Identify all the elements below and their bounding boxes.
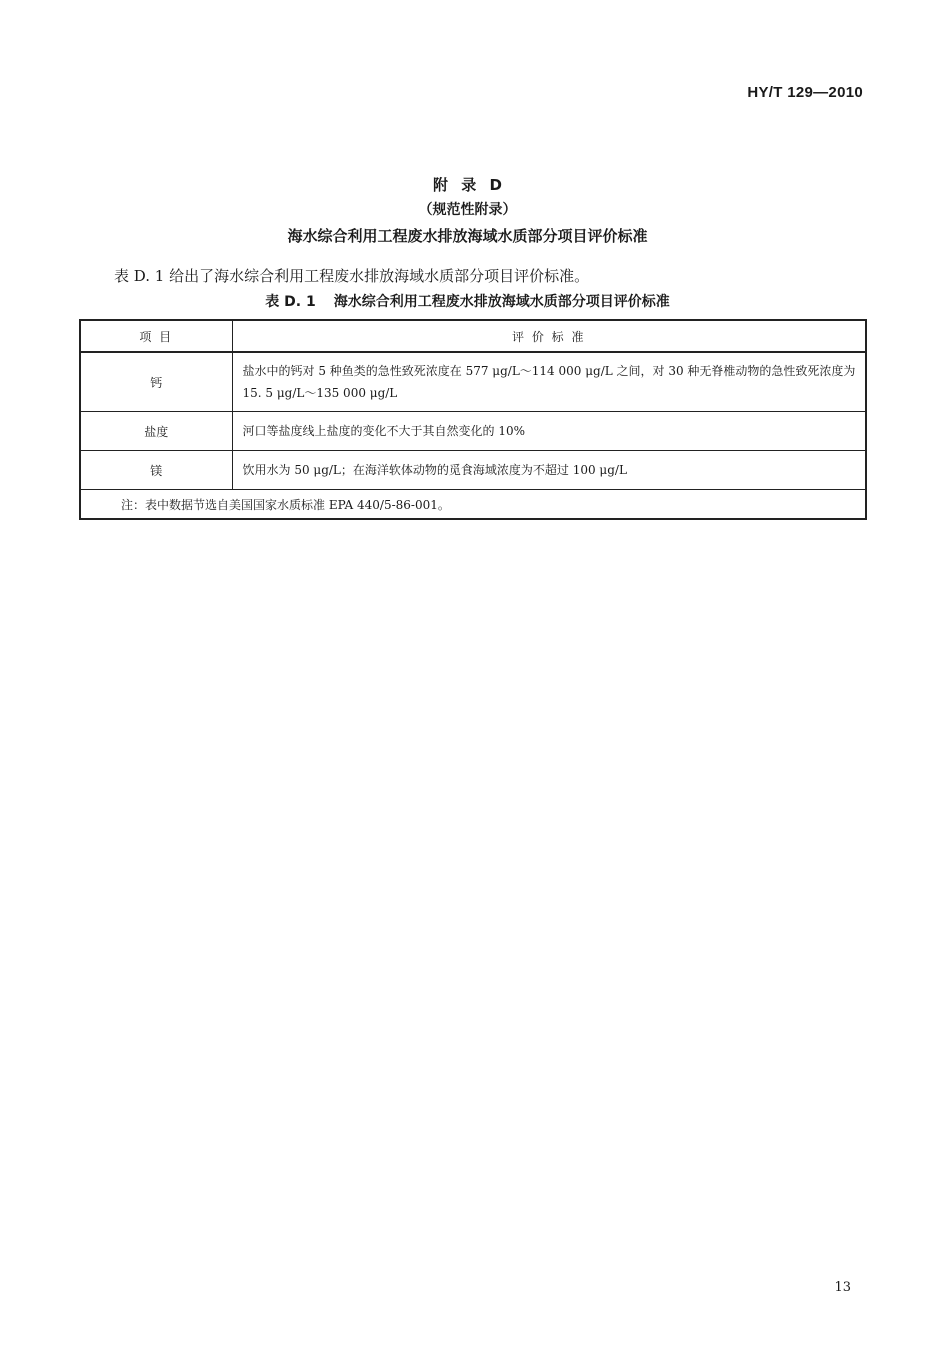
row-standard-salinity: 河口等盐度线上盐度的变化不大于其自然变化的 10%	[232, 412, 866, 451]
intro-paragraph: 表 D. 1 给出了海水综合利用工程废水排放海域水质部分项目评价标准。	[114, 267, 590, 285]
criteria-table	[79, 319, 867, 520]
row-item-salinity: 盐度	[80, 412, 232, 451]
annex-nature: （规范性附录）	[418, 202, 517, 218]
table-caption	[0, 291, 935, 311]
table-caption-title: 海水综合利用工程废水排放海域水质部分项目评价标准	[333, 294, 670, 310]
annex-heading: 海水综合利用工程废水排放海域水质部分项目评价标准	[287, 227, 648, 245]
table-note-row	[80, 490, 866, 520]
table-row	[80, 451, 866, 490]
table-note: 注：表中数据节选自美国国家水质标准 EPA 440/5-86-001。	[80, 490, 866, 520]
page-number: 13	[834, 1280, 851, 1295]
annex-title: 附 录 D	[433, 176, 502, 194]
row-standard-calcium: 盐水中的钙对 5 种鱼类的急性致死浓度在 577 μg/L～114 000 μg/L 之间，对 30 种无脊椎动物的急性致死浓度为 15. 5 μg/L～135 000 μg/L	[232, 352, 866, 412]
row-item-calcium: 钙	[80, 352, 232, 412]
column-header-standard: 评 价 标 准	[232, 320, 866, 352]
table-header-row	[80, 320, 866, 352]
standard-code: HY/T 129—2010	[747, 84, 863, 101]
row-standard-magnesium: 饮用水为 50 μg/L；在海洋软体动物的觅食海域浓度为不超过 100 μg/L	[232, 451, 866, 490]
row-item-magnesium: 镁	[80, 451, 232, 490]
table-row	[80, 412, 866, 451]
table-row	[80, 352, 866, 412]
column-header-item: 项 目	[80, 320, 232, 352]
table-caption-label: 表 D. 1	[265, 294, 316, 310]
